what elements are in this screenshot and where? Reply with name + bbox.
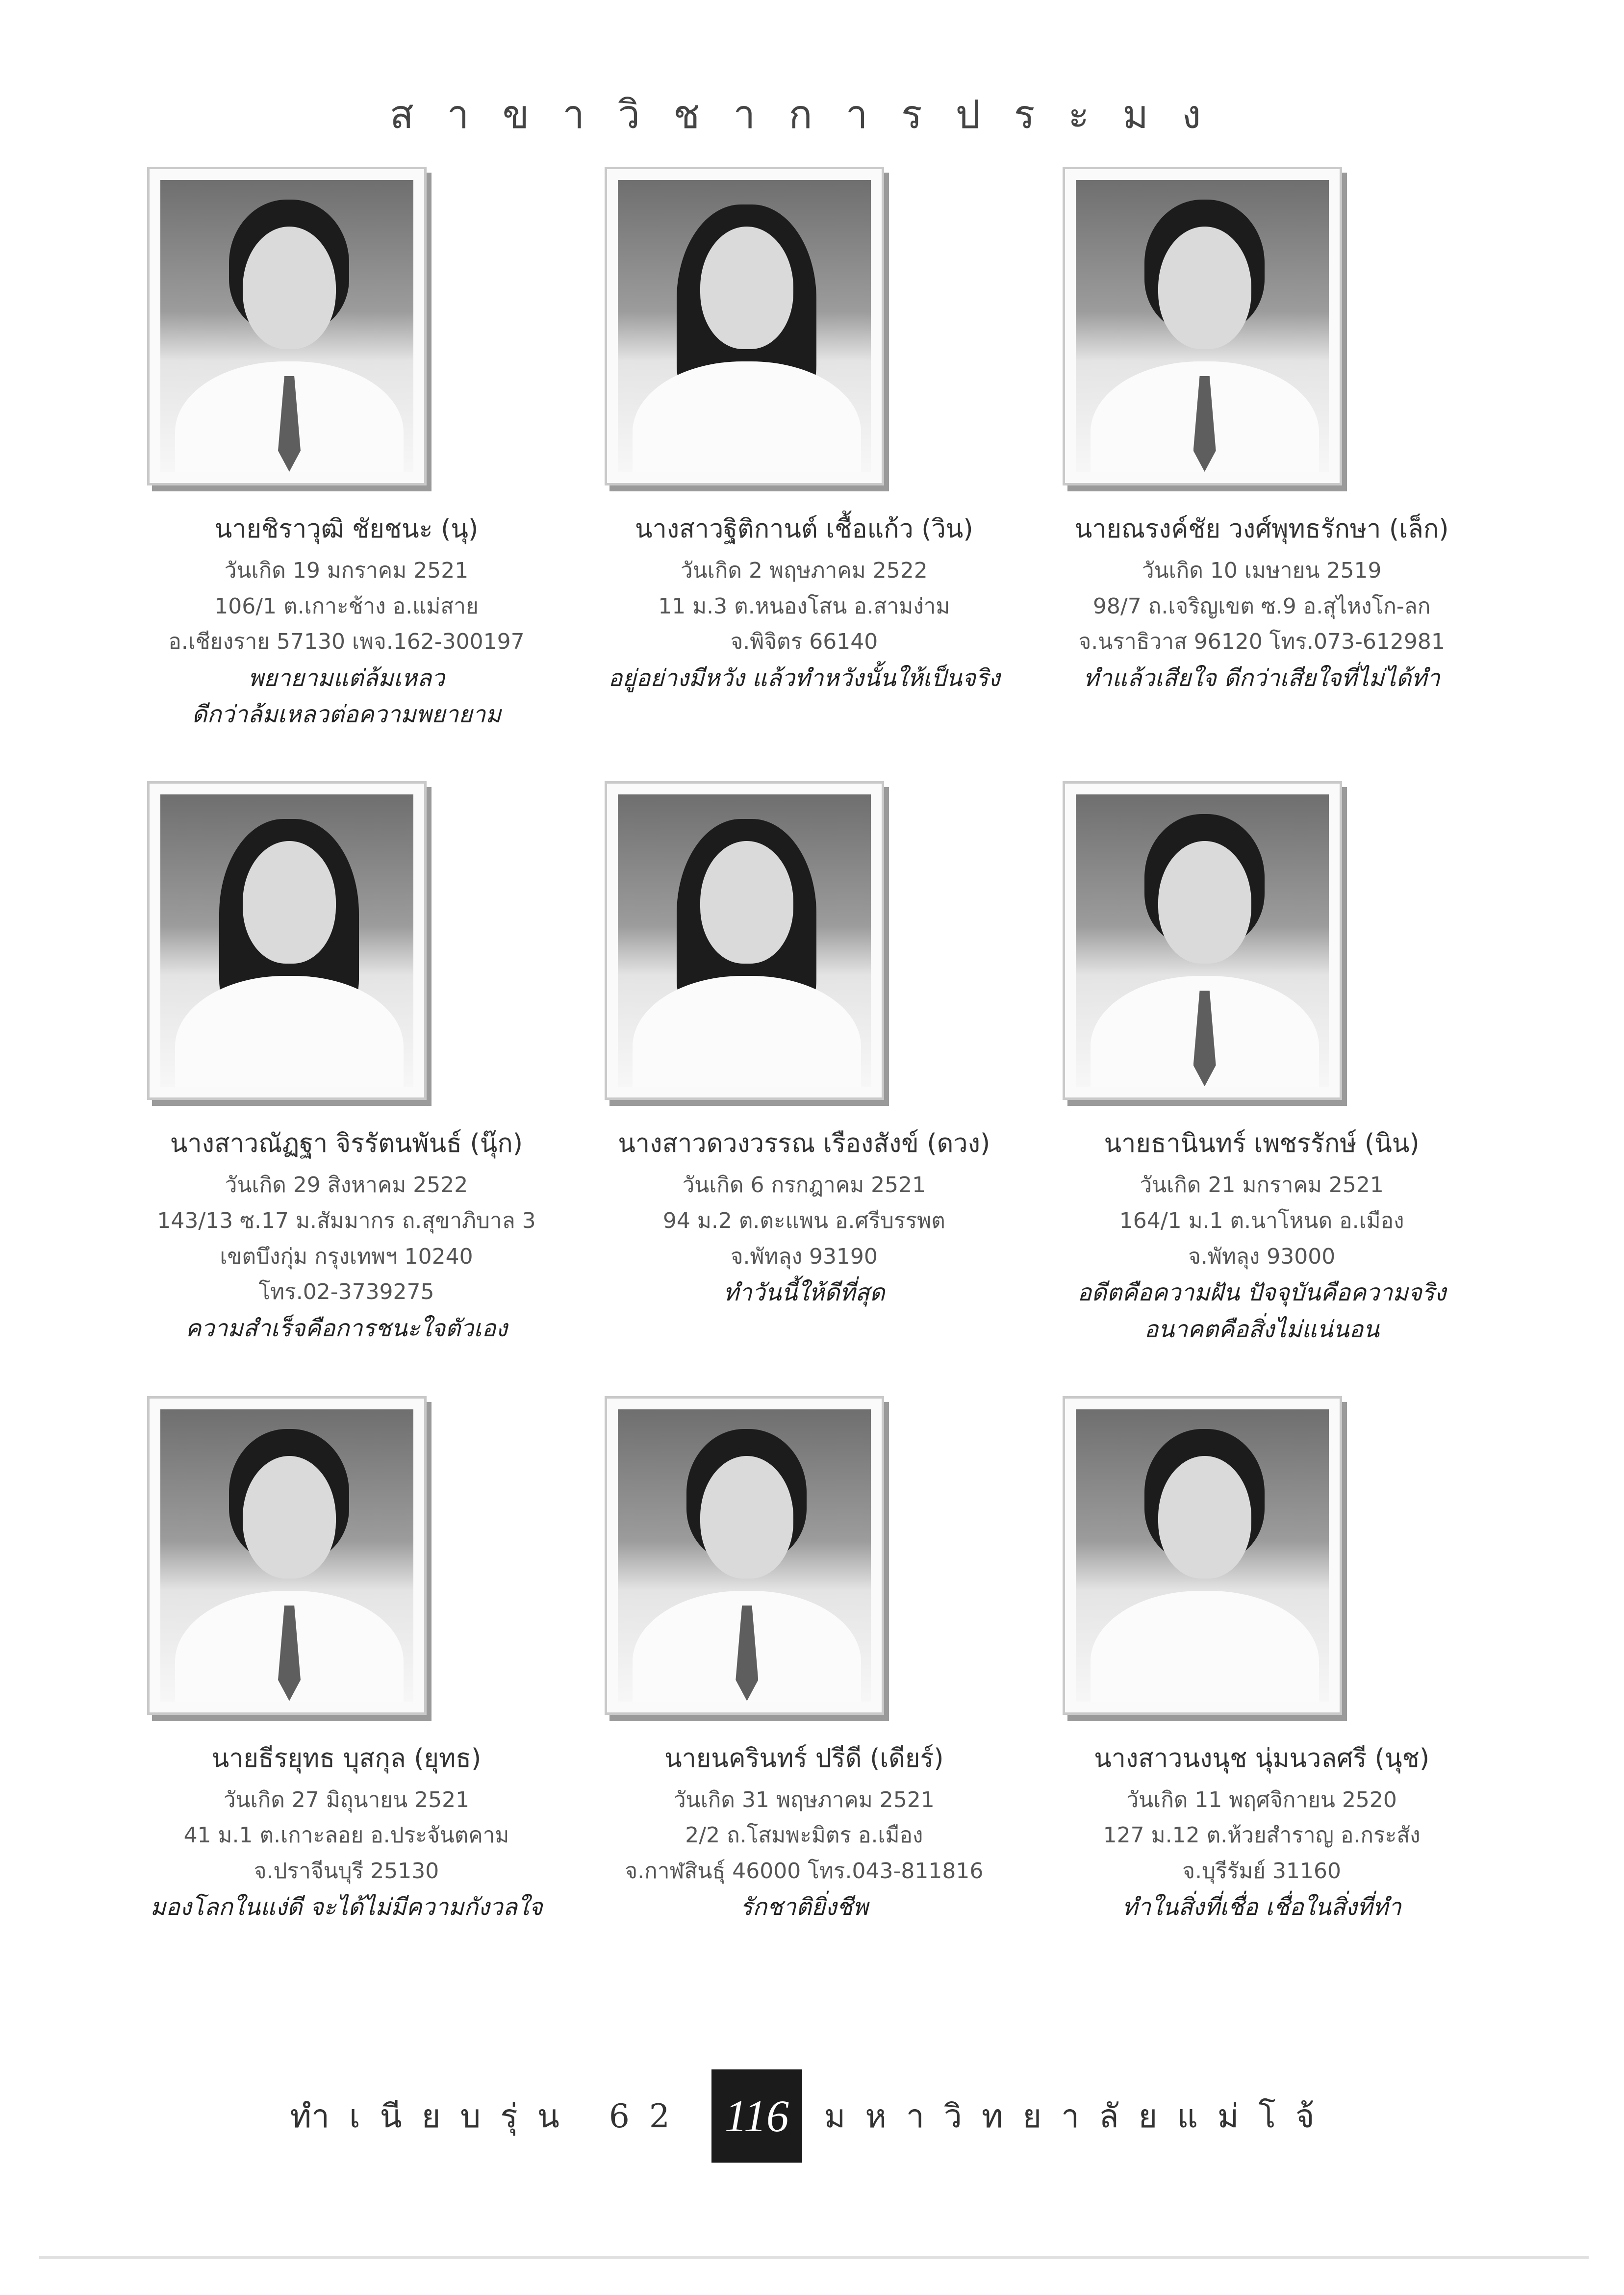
birth-date: วันเกิด 19 มกราคม 2521 bbox=[224, 558, 469, 583]
address-line: จ.พัทลุง 93190 bbox=[730, 1244, 878, 1269]
birth-date: วันเกิด 27 มิถุนายน 2521 bbox=[223, 1787, 470, 1812]
address-line: 127 ม.12 ต.ห้วยสำราญ อ.กระสัง bbox=[1103, 1823, 1421, 1848]
address-line: 98/7 ถ.เจริญเขต ซ.9 อ.สุไหงโก-ลก bbox=[1092, 593, 1431, 619]
address-line: 2/2 ถ.โสมพะมิตร อ.เมือง bbox=[685, 1823, 923, 1848]
profile-card bbox=[575, 167, 1033, 781]
motto-line: ทำวันนี้ให้ดีที่สุด bbox=[723, 1279, 885, 1307]
person-name: นางสาวณัฏฐา จิรรัตนพันธ์ (นุ๊ก) bbox=[170, 1129, 523, 1159]
person-name: นางสาวฐิติกานต์ เชื้อแก้ว (วิน) bbox=[635, 514, 973, 544]
birth-date: วันเกิด 21 มกราคม 2521 bbox=[1140, 1173, 1384, 1198]
motto-line: ทำแล้วเสียใจ ดีกว่าเสียใจที่ไม่ได้ทำ bbox=[1083, 664, 1440, 692]
portrait-shirt bbox=[633, 976, 861, 1087]
profile-info bbox=[575, 1124, 1033, 1311]
motto-line: ความสำเร็จคือการชนะใจตัวเอง bbox=[185, 1314, 508, 1342]
portrait-photo bbox=[605, 781, 884, 1100]
motto-line: ดีกว่าล้มเหลวต่อความพยายาม bbox=[192, 701, 501, 729]
profile-info bbox=[1033, 1124, 1491, 1348]
address-line: โทร.02-3739275 bbox=[258, 1279, 434, 1305]
person-name: นายธีรยุทธ บุสกุล (ยุทธ) bbox=[211, 1743, 482, 1773]
address-line: 106/1 ต.เกาะช้าง อ.แม่สาย bbox=[214, 593, 479, 619]
profile-info bbox=[1033, 1739, 1491, 1926]
portrait-face bbox=[1158, 841, 1251, 964]
address-line: จ.พิจิตร 66140 bbox=[730, 629, 878, 655]
birth-date: วันเกิด 31 พฤษภาคม 2521 bbox=[673, 1787, 935, 1812]
portrait-photo bbox=[147, 167, 427, 485]
page-title: สาขาวิชาการประมง bbox=[389, 92, 1235, 137]
portrait-face bbox=[700, 1456, 793, 1579]
portrait-image bbox=[1076, 794, 1329, 1087]
portrait-photo bbox=[605, 1396, 884, 1715]
address-line: จ.กาฬสินธุ์ 46000 โทร.043-811816 bbox=[625, 1858, 984, 1884]
profile-card bbox=[118, 167, 575, 781]
portrait-image bbox=[618, 794, 871, 1087]
portrait-photo bbox=[1063, 1396, 1342, 1715]
portrait-image bbox=[160, 794, 413, 1087]
profile-info bbox=[575, 1739, 1033, 1926]
portrait-face bbox=[243, 1456, 336, 1579]
address-line: 11 ม.3 ต.หนองโสน อ.สามง่าม bbox=[658, 593, 950, 619]
portrait-shirt bbox=[175, 976, 404, 1087]
address-line: จ.นราธิวาส 96120 โทร.073-612981 bbox=[1078, 629, 1445, 655]
profile-info bbox=[575, 510, 1033, 696]
person-name: นายนครินทร์ ปรีดี (เดียร์) bbox=[664, 1743, 944, 1773]
portrait-shirt bbox=[1091, 1591, 1319, 1702]
profile-card bbox=[118, 1396, 575, 2011]
portrait-photo bbox=[1063, 781, 1342, 1100]
portrait-photo bbox=[147, 1396, 427, 1715]
profile-grid bbox=[118, 167, 1491, 2011]
profile-card bbox=[118, 781, 575, 1396]
portrait-photo bbox=[1063, 167, 1342, 485]
motto-line: อยู่อย่างมีหวัง แล้วทำหวังนั้นให้เป็นจริง bbox=[608, 664, 1000, 692]
portrait-image bbox=[1076, 1409, 1329, 1702]
birth-date: วันเกิด 29 สิงหาคม 2522 bbox=[225, 1173, 468, 1198]
address-line: อ.เชียงราย 57130 เพจ.162-300197 bbox=[168, 629, 525, 655]
portrait-face bbox=[700, 227, 793, 349]
portrait-image bbox=[160, 1409, 413, 1702]
profile-card bbox=[575, 1396, 1033, 2011]
motto-line: ทำในสิ่งที่เชื่อ เชื่อในสิ่งที่ทำ bbox=[1122, 1893, 1401, 1921]
address-line: 94 ม.2 ต.ตะแพน อ.ศรีบรรพต bbox=[662, 1208, 945, 1233]
profile-info bbox=[118, 1739, 575, 1926]
birth-date: วันเกิด 6 กรกฎาคม 2521 bbox=[682, 1173, 926, 1198]
profile-info bbox=[1033, 510, 1491, 696]
profile-info bbox=[118, 510, 575, 733]
page-edge-divider bbox=[39, 2256, 1589, 2259]
profile-card bbox=[1033, 1396, 1491, 2011]
motto-line: พยายามแต่ล้มเหลว bbox=[248, 664, 445, 692]
address-line: จ.บุรีรัมย์ 31160 bbox=[1182, 1858, 1342, 1884]
person-name: นายธานินทร์ เพชรรักษ์ (นิน) bbox=[1104, 1129, 1420, 1159]
motto-line: อนาคตคือสิ่งไม่แน่นอน bbox=[1144, 1315, 1379, 1343]
portrait-photo bbox=[147, 781, 427, 1100]
address-line: 164/1 ม.1 ต.นาโหนด อ.เมือง bbox=[1119, 1208, 1404, 1233]
page-footer bbox=[0, 2069, 1624, 2163]
portrait-face bbox=[1158, 227, 1251, 349]
portrait-image bbox=[1076, 180, 1329, 472]
address-line: จ.ปราจีนบุรี 25130 bbox=[254, 1858, 439, 1884]
page-number: 116 bbox=[711, 2069, 802, 2163]
footer-university-label: มหาวิทยาลัยแม่โจ้ bbox=[824, 2097, 1334, 2135]
profile-card bbox=[1033, 781, 1491, 1396]
portrait-image bbox=[618, 180, 871, 472]
portrait-photo bbox=[605, 167, 884, 485]
address-line: เขตบึงกุ่ม กรุงเทพฯ 10240 bbox=[220, 1244, 473, 1269]
portrait-shirt bbox=[633, 361, 861, 472]
address-line: 41 ม.1 ต.เกาะลอย อ.ประจันตคาม bbox=[183, 1823, 509, 1848]
birth-date: วันเกิด 2 พฤษภาคม 2522 bbox=[680, 558, 928, 583]
motto-line: มองโลกในแง่ดี จะได้ไม่มีความกังวลใจ bbox=[150, 1893, 543, 1921]
person-name: นางสาวนงนุช นุ่มนวลศรี (นุช) bbox=[1094, 1743, 1430, 1773]
birth-date: วันเกิด 10 เมษายน 2519 bbox=[1142, 558, 1382, 583]
motto-line: อดีตคือความฝัน ปัจจุบันคือความจริง bbox=[1077, 1279, 1446, 1307]
portrait-face bbox=[1158, 1456, 1251, 1579]
portrait-face bbox=[243, 227, 336, 349]
address-line: จ.พัทลุง 93000 bbox=[1188, 1244, 1336, 1269]
portrait-face bbox=[700, 841, 793, 964]
person-name: นายชิราวุฒิ ชัยชนะ (นุ) bbox=[214, 514, 479, 544]
footer-yearbook-label: ทำเนียบรุ่น 62 bbox=[290, 2097, 689, 2135]
portrait-face bbox=[243, 841, 336, 964]
profile-info bbox=[118, 1124, 575, 1347]
profile-card bbox=[575, 781, 1033, 1396]
birth-date: วันเกิด 11 พฤศจิกายน 2520 bbox=[1126, 1787, 1397, 1812]
address-line: 143/13 ซ.17 ม.สัมมากร ถ.สุขาภิบาล 3 bbox=[157, 1208, 536, 1233]
profile-card bbox=[1033, 167, 1491, 781]
portrait-image bbox=[618, 1409, 871, 1702]
person-name: นายณรงค์ชัย วงศ์พุทธรักษา (เล็ก) bbox=[1074, 514, 1449, 544]
person-name: นางสาวดวงวรรณ เรืองสังข์ (ดวง) bbox=[618, 1129, 990, 1159]
portrait-image bbox=[160, 180, 413, 472]
motto-line: รักชาติยิ่งชีพ bbox=[740, 1893, 868, 1921]
